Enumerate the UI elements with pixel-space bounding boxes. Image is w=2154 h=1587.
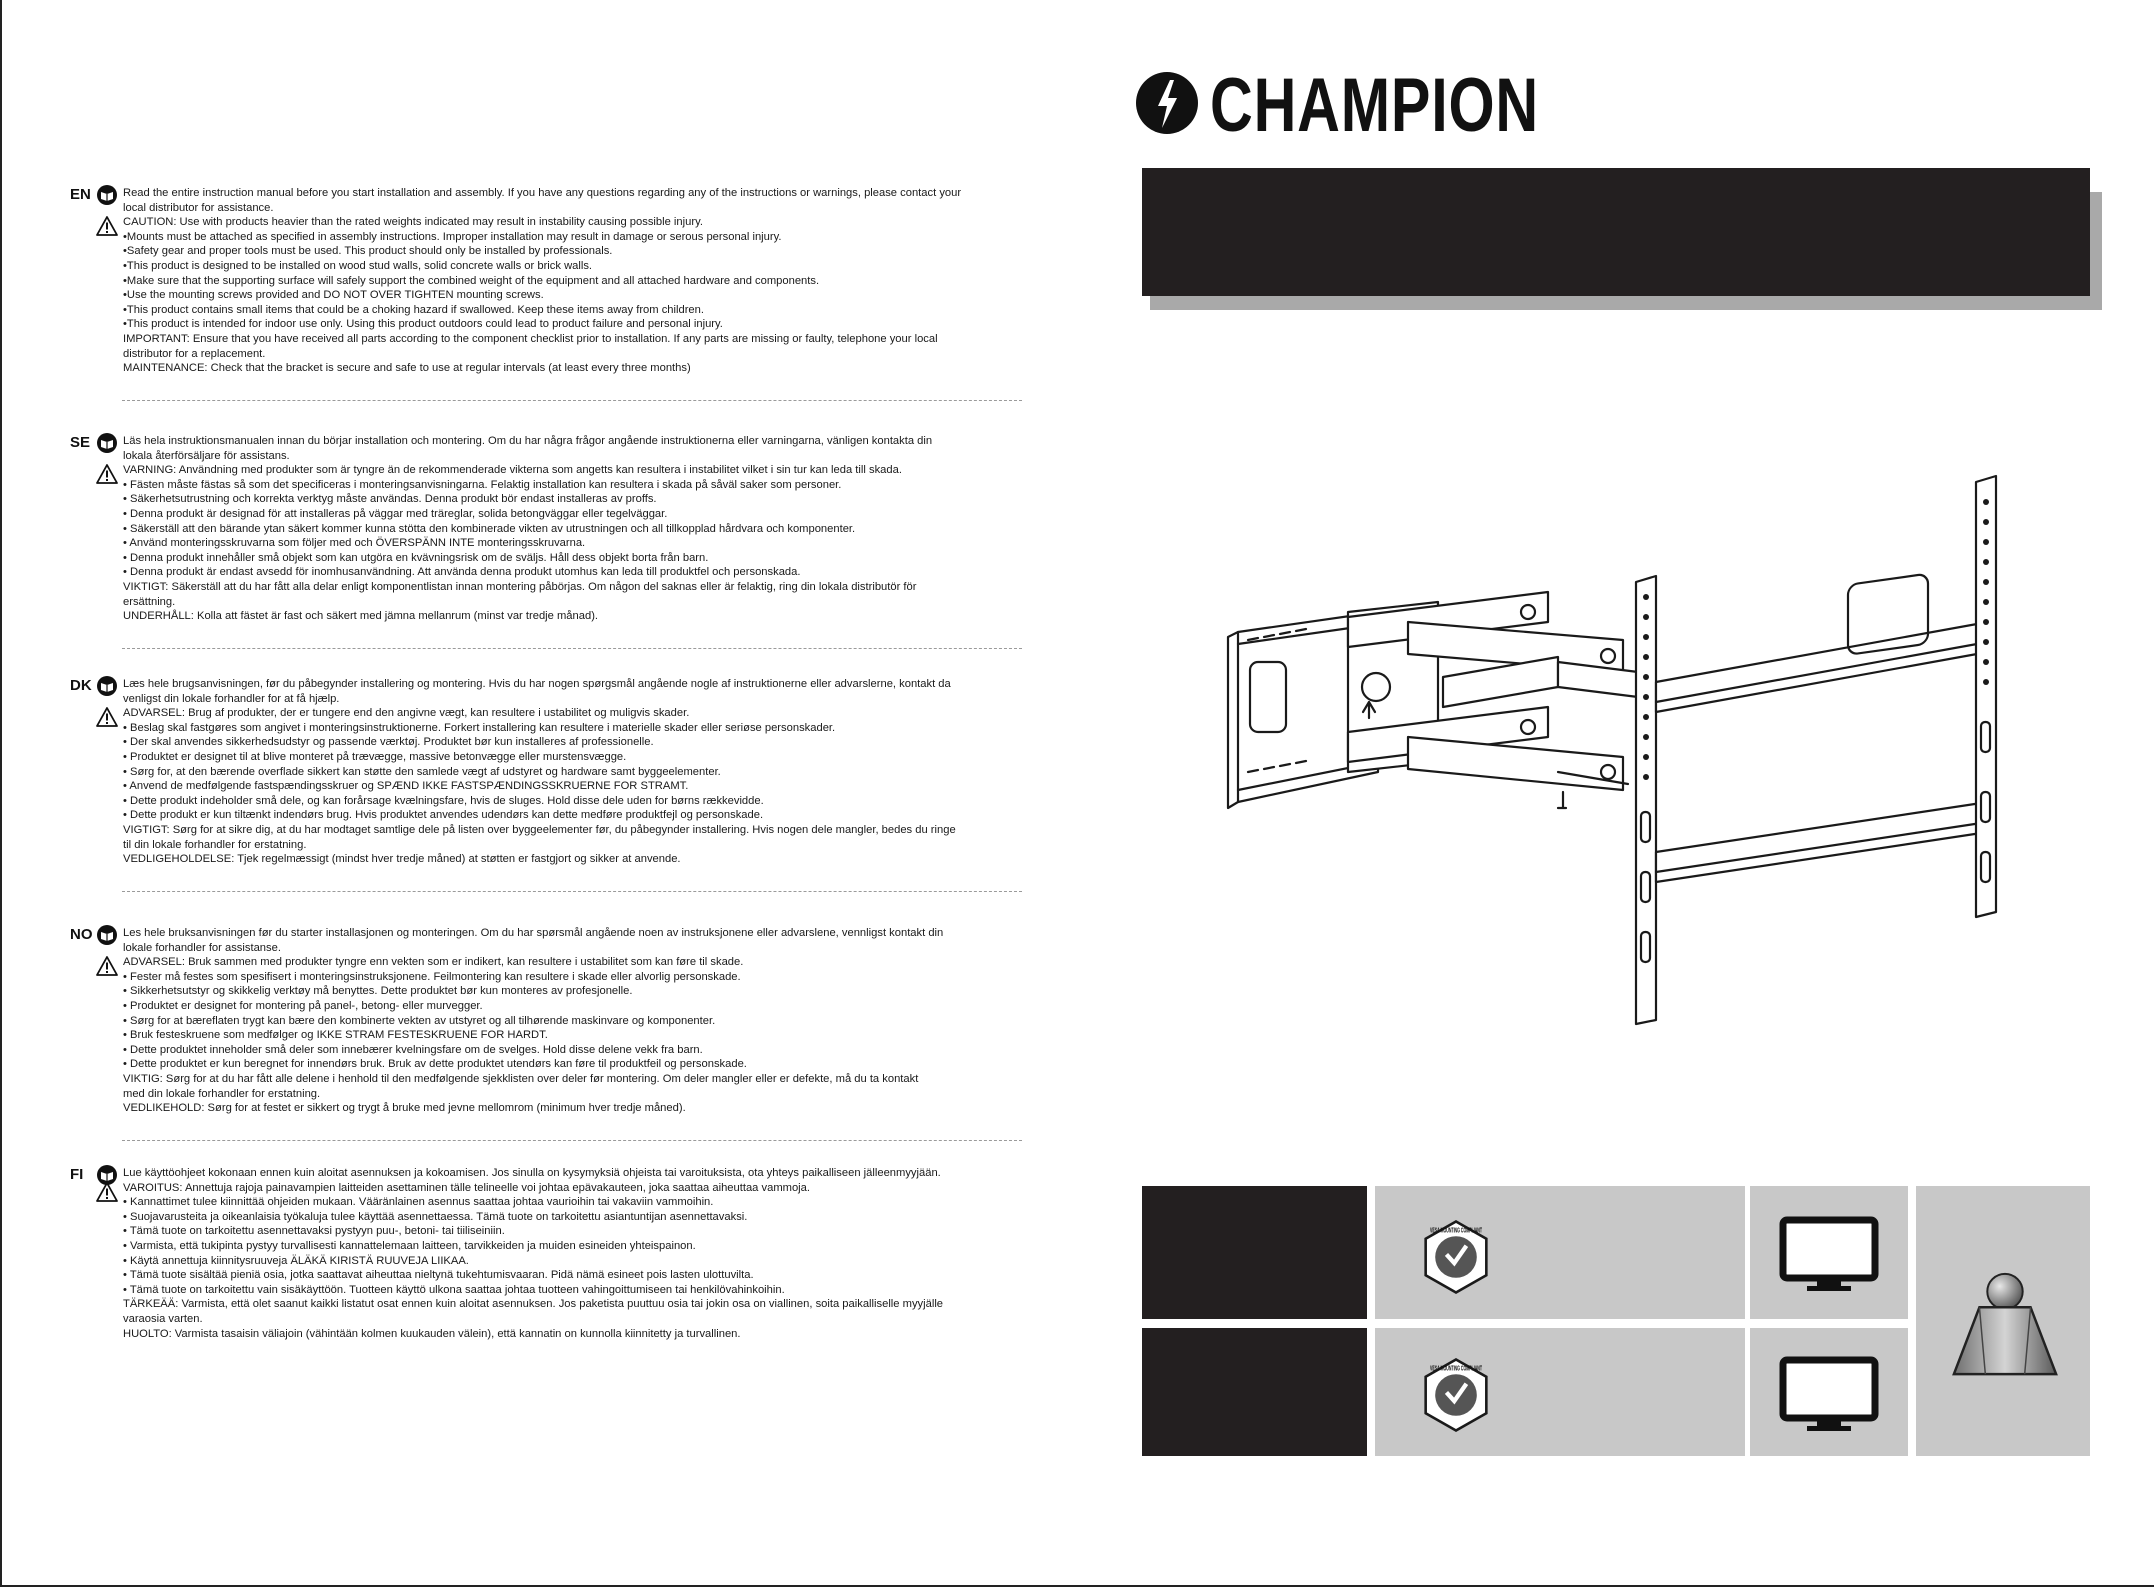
warning-line: VARNING: Användning med produkter som är tyngre än de rekommenderade vikterna som angetts kan resultera i instabilitet vilket i sin tur kan leda till skada. [123, 464, 902, 477]
body-line: VEDLIGEHOLDELSE: Tjek regelmæssigt (mindst hver tredje måned) at støtten er fastgjort og sikker at anvende. [123, 853, 681, 866]
body-line: • Fester må festes som spesifisert i monteringsinstruksjonene. Feilmontering kan resultere i skade eller alvorlig personskade. [123, 970, 741, 983]
intro-line: Read the entire instruction manual before you start installation and assembly. If you have any questions regarding any of the instructions or warnings, please contact your [123, 187, 962, 199]
body-line: •This product is intended for indoor use only. Using this product outdoors could lead to product failure and personal injury. [123, 318, 723, 331]
intro-line: lokale forhandler for assistanse. [123, 941, 281, 954]
instruction-text [123, 186, 1103, 376]
body-line: • Dette produktet inneholder små deler som innebærer kvelningsfare om de svelges. Hold disse delene vekk fra barn. [123, 1043, 703, 1056]
intro-line: Lue käyttöohjeet kokonaan ennen kuin aloitat asennuksen ja kokoamisen. Jos sinulla on kysymyksiä ohjeista tai varoituksista, ota yhteys paikalliseen jälleenmyyjään. [123, 1167, 941, 1179]
warning-triangle-icon [96, 464, 118, 484]
warning-triangle-icon [96, 707, 118, 727]
body-line: • Denna produkt är designad för att installeras på väggar med träreglar, solida betongväggar eller tegelväggar. [123, 507, 668, 520]
body-line: • Dette produkt er kun tiltænkt indendørs brug. Hvis produktet anvendes udendørs kan dette medføre produktfejl og personskade. [123, 809, 764, 822]
body-line: VIKTIG: Sørg for at du har fått alle delene i henhold til den medfølgende sjekklisten over deler før montering. Om deler mangler eller er defekte, må du ta kontakt [123, 1072, 919, 1085]
read-manual-icon [96, 675, 118, 697]
body-line: • Dette produktet er kun beregnet for innendørs bruk. Bruk av dette produktet utendørs kan føre til produktfeil og personskade. [123, 1058, 747, 1071]
body-line: • Tämä tuote sisältää pieniä osia, jotka saattavat aiheuttaa nieltynä tukehtumisvaaran. Pidä nämä esineet pois lasten ulottuvilta. [123, 1269, 754, 1282]
vesa-compliant-badge-icon [1417, 1356, 1495, 1434]
brand-logo [1134, 63, 1539, 148]
body-line: varaosia varten. [123, 1312, 203, 1325]
lightning-bolt-icon [1134, 70, 1200, 136]
language-code: FI [70, 1166, 84, 1183]
language-code: DK [70, 677, 92, 694]
section-divider [122, 891, 1022, 892]
section-divider [122, 648, 1022, 649]
instruction-text [123, 926, 1103, 1116]
spec-block-top [1142, 1186, 1367, 1319]
language-code: SE [70, 434, 91, 451]
body-line: • Fästen måste fästas så som det specificeras i monteringsanvisningarna. Felaktig installation kan resultera i skada på såväl saker som personer. [123, 478, 842, 491]
spec-block-bottom [1142, 1328, 1367, 1456]
instruction-text [123, 434, 1103, 624]
body-line: • Suojavarusteita ja oikeanlaisia työkaluja tulee käyttää asennettaessa. Tämä tuote on tarkoitettu asiantuntijan asennettavaksi. [123, 1210, 748, 1223]
body-line: •This product contains small items that could be a choking hazard if swallowed. Keep these items away from children. [123, 303, 704, 316]
body-line: • Varmista, että tukipinta pystyy turvallisesti kannattelemaan laitteen, tarvikkeiden ja muiden esineiden yhteispainon. [123, 1239, 696, 1252]
intro-line: Läs hela instruktionsmanualen innan du börjar installation och montering. Om du har några frågor angående instruktionerna eller varningarna, vänligen kontakta din [123, 435, 933, 447]
intro-line: local distributor for assistance. [123, 201, 274, 214]
body-line: VIGTIGT: Sørg for at sikre dig, at du har modtaget samtlige dele på listen over byggeelementer før, du påbegynder installering. Hvis nogen dele mangler, bedes du ringe [123, 823, 956, 836]
body-line: • Käytä annettuja kiinnitysruuveja ÄLÄKÄ KIRISTÄ RUUVEJA LIIKAA. [123, 1254, 469, 1267]
brand-name: CHAMPION [1210, 63, 1539, 148]
read-manual-icon [96, 924, 118, 946]
weight-icon [1946, 1264, 2064, 1382]
body-line: • Beslag skal fastgøres som angivet i monteringsinstruktionerne. Forkert installering kan resultere i materielle skader eller seriøse personskader. [123, 721, 836, 734]
warning-line: ADVARSEL: Brug af produkter, der er tungere end den angivne vægt, kan resultere i ustabilitet og muligvis skader. [123, 707, 690, 720]
body-line: • Produktet er designet for montering på panel-, betong- eller murvegger. [123, 999, 483, 1012]
body-line: • Denna produkt är endast avsedd för inomhusanvändning. Att använda denna produkt utomhus kan leda till produktfel och personskada. [123, 566, 801, 579]
body-line: • Bruk festeskruene som medfølger og IKKE STRAM FESTESKRUENE FOR HARDT. [123, 1029, 548, 1042]
section-divider [122, 400, 1022, 401]
warning-triangle-icon [96, 216, 118, 236]
body-line: • Använd monteringsskruvarna som följer med och ÖVERSPÄNN INTE monteringsskruvarna. [123, 537, 586, 550]
tv-screen-icon [1779, 1216, 1879, 1296]
body-line: • Der skal anvendes sikkerhedsudstyr og passende værktøj. Produktet bør kun installeres af professionelle. [123, 736, 654, 749]
title-banner [1142, 168, 2090, 296]
body-line: • Sørg for at bæreflaten trygt kan bære den kombinerte vekten av utstyret og all tilhørende maskinvare og komponenter. [123, 1014, 716, 1027]
instruction-text [123, 677, 1103, 867]
body-line: •Make sure that the supporting surface will safely support the combined weight of the equipment and all attached hardware and components. [123, 274, 820, 287]
body-line: •Mounts must be attached as specified in assembly instructions. Improper installation may result in damage or serous personal injury. [123, 230, 782, 243]
warning-line: CAUTION: Use with products heavier than the rated weights indicated may result in instability causing possible injury. [123, 216, 703, 229]
tv-screen-icon [1779, 1356, 1879, 1436]
section-divider [122, 1140, 1022, 1141]
body-line: med din lokale forhandler for erstatning. [123, 1087, 321, 1100]
body-line: • Produktet er designet til at blive monteret på trævægge, massive betonvægge eller murstensvægge. [123, 750, 627, 763]
body-line: til din lokale forhandler for erstatning. [123, 838, 307, 851]
body-line: • Anvend de medfølgende fastspændingsskruer og SPÆND IKKE FASTSPÆNDINGSSKRUERNE FOR STRAMT. [123, 780, 689, 793]
body-line: TÄRKEÄÄ: Varmista, että olet saanut kaikki listatut osat ennen kuin aloitat asennuksen. Jos paketista puuttuu osia tai jokin osa on viallinen, soita paikalliselle myyjälle [123, 1298, 944, 1311]
language-code: NO [70, 926, 93, 943]
vesa-compliant-badge-icon [1417, 1218, 1495, 1296]
body-line: MAINTENANCE: Check that the bracket is secure and safe to use at regular intervals (at least every three months) [123, 362, 691, 375]
max-weight-cell [1916, 1186, 2090, 1456]
intro-line: lokala återförsäljare för assistans. [123, 449, 290, 462]
instruction-text [123, 1166, 1103, 1341]
warning-triangle-icon [96, 1182, 118, 1202]
intro-line: Les hele bruksanvisningen før du starter installasjonen og monteringen. Om du har spørsmål angående noen av instruksjonene eller advarslene, vennligst kontakt din [123, 927, 944, 939]
language-code: EN [70, 186, 91, 203]
intro-line: Læs hele brugsanvisningen, før du påbegynder installering og montering. Hvis du har nogen spørgsmål angående nogle af instruktionerne eller advarslerne, kontakt da [123, 678, 951, 690]
body-line: HUOLTO: Varmista tasaisin väliajoin (vähintään kolmen kuukauden välein), että kannatin on kunnolla kiinnitetty ja turvallinen. [123, 1327, 741, 1340]
body-line: • Säkerhetsutrustning och korrekta verktyg måste användas. Denna produkt bör endast installeras av proffs. [123, 493, 657, 506]
body-line: VIKTIGT: Säkerställ att du har fått alla delar enligt komponentlistan innan montering påbörjas. Om någon del saknas eller är felaktig, ring din lokala distributör för [123, 580, 917, 593]
body-line: • Tämä tuote on tarkoitettu asennettavaksi pystyyn puu-, betoni- tai tiiliseiniin. [123, 1225, 505, 1238]
tv-size-cell-bottom [1750, 1328, 1908, 1456]
vesa-badge-text: VESA MOUNTING COMPLIANT [1430, 1227, 1483, 1235]
body-line: • Denna produkt innehåller små objekt som kan utgöra en kvävningsrisk om de sväljs. Håll dess objekt borta från barn. [123, 551, 709, 564]
body-line: • Dette produkt indeholder små dele, og kan forårsage kvælningsfare, hvis de sluges. Hold disse dele uden for børns rækkevidde. [123, 794, 764, 807]
body-line: • Kannattimet tulee kiinnittää ohjeiden mukaan. Vääränlainen asennus saattaa johtaa vaurioihin tai vakaviin vammoihin. [123, 1196, 714, 1209]
body-line: •This product is designed to be installed on wood stud walls, solid concrete walls or brick walls. [123, 259, 593, 272]
body-line: • Tämä tuote on tarkoitettu vain sisäkäyttöön. Tuotteen käyttö ulkona saattaa johtaa tuotteen vahingoittumiseen tai henkilövahinkoihin. [123, 1283, 785, 1296]
body-line: VEDLIKEHOLD: Sørg for at festet er sikkert og trygt å bruke med jevne mellomrom (minimum hver tredje måned). [123, 1102, 686, 1115]
read-manual-icon [96, 432, 118, 454]
read-manual-icon [96, 184, 118, 206]
body-line: distributor for a replacement. [123, 347, 266, 360]
warning-line: VAROITUS: Annettuja rajoja painavampien laitteiden asettaminen tälle telineelle voi johtaa epävakauteen, joka saattaa aiheuttaa vammoja. [123, 1181, 811, 1194]
vesa-cell-top [1375, 1186, 1745, 1319]
warning-triangle-icon [96, 956, 118, 976]
body-line: •Use the mounting screws provided and DO NOT OVER TIGHTEN mounting screws. [123, 289, 544, 302]
body-line: IMPORTANT: Ensure that you have received all parts according to the component checklist prior to installation. If any parts are missing or faulty, telephone your local [123, 332, 938, 345]
tv-size-cell-top [1750, 1186, 1908, 1319]
page-border-left [0, 0, 2, 1587]
body-line: • Säkerställ att den bärande ytan säkert kommer kunna stötta den kombinerade vikten av utrustningen och all tillkopplad hårdvara och komponenter. [123, 522, 856, 535]
body-line: UNDERHÅLL: Kolla att fästet är fast och säkert med jämna mellanrum (minst var tredje månad). [123, 610, 599, 623]
intro-line: venligst din lokale forhandler for at få hjælp. [123, 692, 340, 705]
warning-line: ADVARSEL: Bruk sammen med produkter tyngre enn vekten som er indikert, kan resultere i ustabilitet som kan føre til skade. [123, 956, 744, 969]
tv-wall-mount-illustration [1228, 472, 2008, 1032]
body-line: ersättning. [123, 595, 176, 608]
body-line: • Sikkerhetsutstyr og skikkelig verktøy må benyttes. Dette produktet bør kun monteres av profesjonelle. [123, 985, 633, 998]
vesa-badge-text: VESA MOUNTING COMPLIANT [1430, 1365, 1483, 1373]
vesa-cell-bottom [1375, 1328, 1745, 1456]
body-line: •Safety gear and proper tools must be used. This product should only be installed by professionals. [123, 245, 613, 258]
body-line: • Sørg for, at den bærende overflade sikkert kan støtte den samlede vægt af udstyret og hardware samt byggeelementer. [123, 765, 721, 778]
